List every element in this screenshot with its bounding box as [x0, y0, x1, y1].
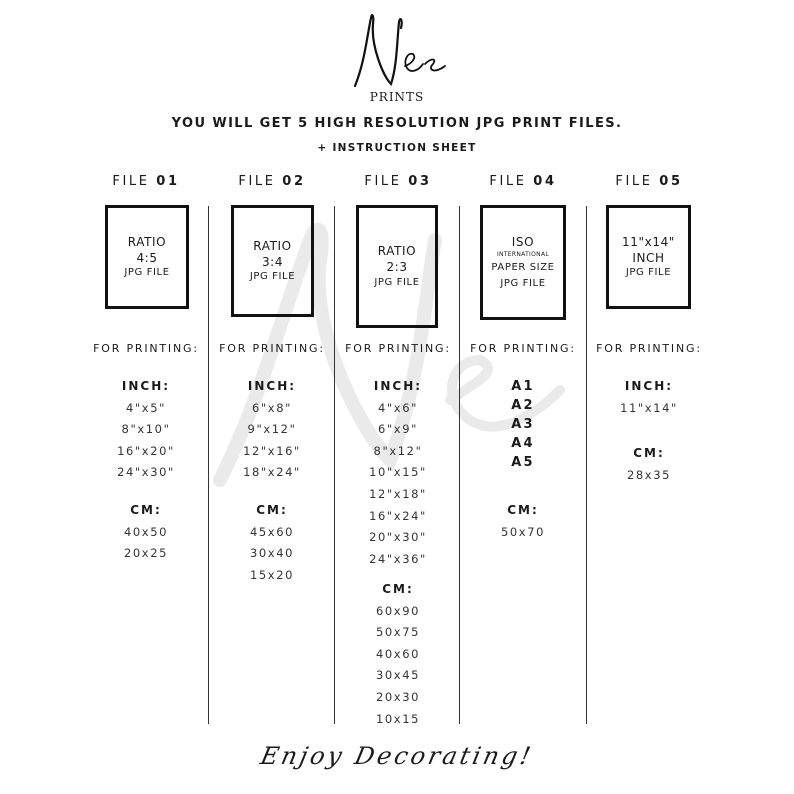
size-item: 11"x14"	[620, 400, 678, 415]
size-item: 6"x9"	[377, 422, 419, 437]
size-item: 9"x12"	[247, 422, 297, 437]
size-item: 15x20	[249, 567, 295, 582]
size-item: 12"x16"	[243, 443, 301, 458]
page-subline: + INSTRUCTION SHEET	[317, 142, 477, 154]
file-label: FILE 04	[489, 174, 557, 189]
frame-line: INCH	[632, 250, 665, 265]
file-column-04	[459, 174, 587, 539]
size-item: 4"x5"	[125, 400, 167, 415]
for-printing-label: FOR PRINTING:	[470, 342, 576, 355]
iso-size: A1	[511, 379, 535, 394]
frame-line: RATIO	[377, 244, 417, 259]
cm-label: CM:	[130, 503, 162, 517]
size-item: 24"x30"	[117, 465, 175, 480]
file-column-01	[82, 174, 210, 561]
size-item: 18"x24"	[243, 465, 301, 480]
iso-frame	[480, 205, 566, 320]
size-item: 30x40	[249, 546, 295, 561]
size-item: 50x75	[375, 625, 421, 640]
file-label: FILE 03	[364, 174, 432, 189]
for-printing-label: FOR PRINTING:	[345, 342, 451, 355]
cm-label: CM:	[382, 582, 414, 596]
frame-line: JPG FILE	[374, 276, 420, 288]
frame-line: 3:4	[261, 254, 284, 269]
inch-label: INCH:	[373, 379, 423, 393]
frame-line: ISO	[511, 235, 535, 250]
size-item: 28x35	[626, 467, 672, 482]
inch-label: INCH:	[247, 379, 297, 393]
size-item: 16"x24"	[369, 508, 427, 523]
size-item: 4"x6"	[377, 400, 419, 415]
size-item: 45x60	[249, 524, 295, 539]
frame-line: RATIO	[127, 234, 167, 249]
footer-tagline: Enjoy Decorating!	[258, 742, 536, 770]
size-item: 20x25	[123, 546, 169, 561]
file-column-03	[334, 174, 462, 726]
file-label: FILE 02	[238, 174, 306, 189]
file-column-05	[585, 174, 713, 482]
size-item: 12"x18"	[369, 486, 427, 501]
size-item: 8"x12"	[373, 443, 423, 458]
cm-label: CM:	[507, 503, 539, 517]
frame-line: 2:3	[386, 260, 408, 274]
inch-label: INCH:	[121, 379, 171, 393]
size-item: 16"x20"	[117, 443, 175, 458]
iso-size: A2	[511, 398, 535, 413]
for-printing-label: FOR PRINTING:	[93, 342, 199, 355]
brand-subtitle: PRINTS	[369, 90, 425, 104]
size-item: 20x30	[375, 689, 421, 704]
size-item: 10x15	[375, 711, 421, 726]
cm-label: CM:	[633, 446, 665, 460]
frame-line: PAPER SIZE	[491, 261, 555, 273]
size-item: 24"x36"	[369, 551, 427, 566]
inch-frame	[606, 205, 691, 309]
size-item: 40x60	[375, 646, 421, 661]
size-item: 10"x15"	[369, 465, 427, 480]
brand-signature-logo	[327, 6, 467, 96]
frame-line: JPG FILE	[500, 277, 546, 289]
file-column-02	[208, 174, 336, 582]
size-item: 40x50	[123, 524, 169, 539]
ratio-frame	[231, 205, 314, 317]
ratio-frame	[105, 205, 189, 309]
for-printing-label: FOR PRINTING:	[596, 342, 702, 355]
iso-size: A3	[511, 417, 535, 432]
frame-line: RATIO	[253, 238, 292, 253]
size-item: 6"x8"	[251, 400, 293, 415]
frame-line: JPG FILE	[124, 267, 170, 279]
iso-size: A5	[511, 455, 535, 470]
inch-label: INCH:	[624, 379, 674, 393]
frame-line: JPG FILE	[249, 271, 296, 283]
size-item: 20"x30"	[369, 530, 427, 545]
size-item: 8"x10"	[121, 422, 171, 437]
iso-size: A4	[511, 436, 535, 451]
size-item: 30x45	[375, 668, 421, 683]
file-label: FILE 01	[112, 174, 180, 189]
page-headline: YOU WILL GET 5 HIGH RESOLUTION JPG PRINT FILES.	[171, 116, 623, 131]
frame-line: 4:5	[136, 250, 158, 265]
frame-line: JPG FILE	[625, 267, 672, 279]
frame-line: INTERNATIONAL	[496, 250, 549, 258]
cm-label: CM:	[256, 503, 288, 517]
size-item: 50x70	[500, 524, 546, 539]
frame-line: 11"x14"	[622, 234, 675, 249]
for-printing-label: FOR PRINTING:	[219, 342, 325, 355]
ratio-frame	[356, 205, 438, 328]
file-label: FILE 05	[615, 174, 683, 189]
size-item: 60x90	[375, 603, 421, 618]
